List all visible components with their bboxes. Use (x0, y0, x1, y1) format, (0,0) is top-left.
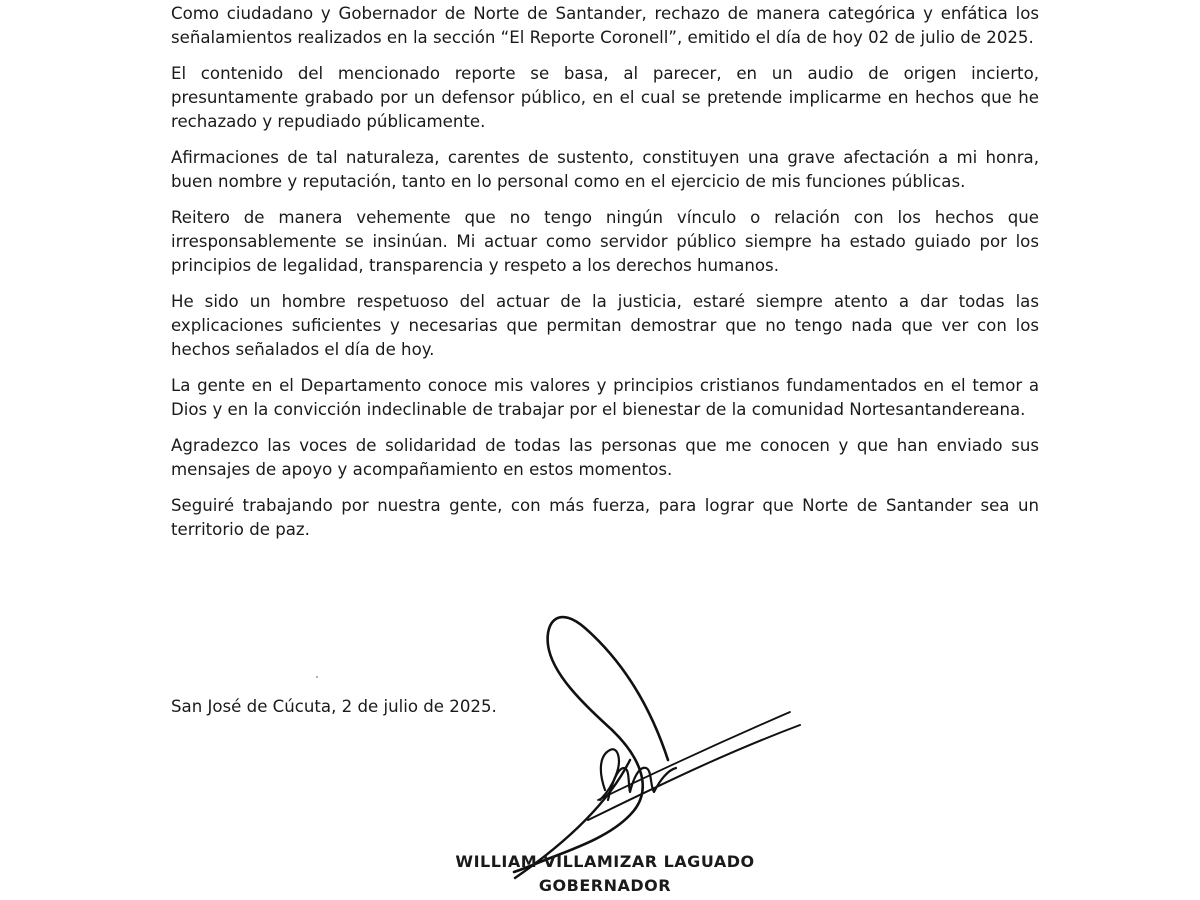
place-date: San José de Cúcuta, 2 de julio de 2025. (171, 697, 497, 716)
paragraph-rechazo: Como ciudadano y Gobernador de Norte de Santander, rechazo de manera categórica y enfática los señalamientos realizados en la sección “El Reporte Coronell”, emitido el día de hoy 02 de julio de 2025. (171, 4, 1039, 47)
paragraph-justicia: He sido un hombre respetuoso del actuar de la justicia, estaré siempre atento a dar todas las explicaciones suficientes y necesarias que permitan demostrar que no tengo nada que ver con los hechos señalados el día de hoy. (171, 292, 1039, 359)
paragraph-valores: La gente en el Departamento conoce mis valores y principios cristianos fundamentados en el temor a Dios y en la convicción indeclinable de trabajar por el bienestar de la comunidad Nortesantandereana. (171, 376, 1039, 419)
paragraph-contenido-reporte: El contenido del mencionado reporte se basa, al parecer, en un audio de origen incierto, presuntamente grabado por un defensor público, en el cual se pretende implicarme en hechos que he rechazado y repudiado públicamente. (171, 64, 1039, 131)
signer-title: GOBERNADOR (538, 876, 672, 895)
paragraph-agradecimiento: Agradezco las voces de solidaridad de todas las personas que me conocen y que han enviado sus mensajes de apoyo y acompañamiento en estos momentos. (171, 436, 1039, 479)
paper-speck (316, 676, 318, 678)
paragraph-afirmaciones: Afirmaciones de tal naturaleza, carentes de sustento, constituyen una grave afectación a mi honra, buen nombre y reputación, tanto en lo personal como en el ejercicio de mis funciones públicas. (171, 148, 1039, 191)
signature-block (405, 850, 805, 898)
paragraph-compromiso: Seguiré trabajando por nuestra gente, con más fuerza, para lograr que Norte de Santander sea un territorio de paz. (171, 496, 1039, 539)
paragraph-reitero: Reitero de manera vehemente que no tengo ningún vínculo o relación con los hechos que irresponsablemente se insinúan. Mi actuar como servidor público siempre ha estado guiado por los principios de legalidad, transparencia y respeto a los derechos humanos. (171, 208, 1039, 275)
letter-body (171, 2, 1039, 554)
signer-name: WILLIAM VILLAMIZAR LAGUADO (455, 852, 755, 871)
